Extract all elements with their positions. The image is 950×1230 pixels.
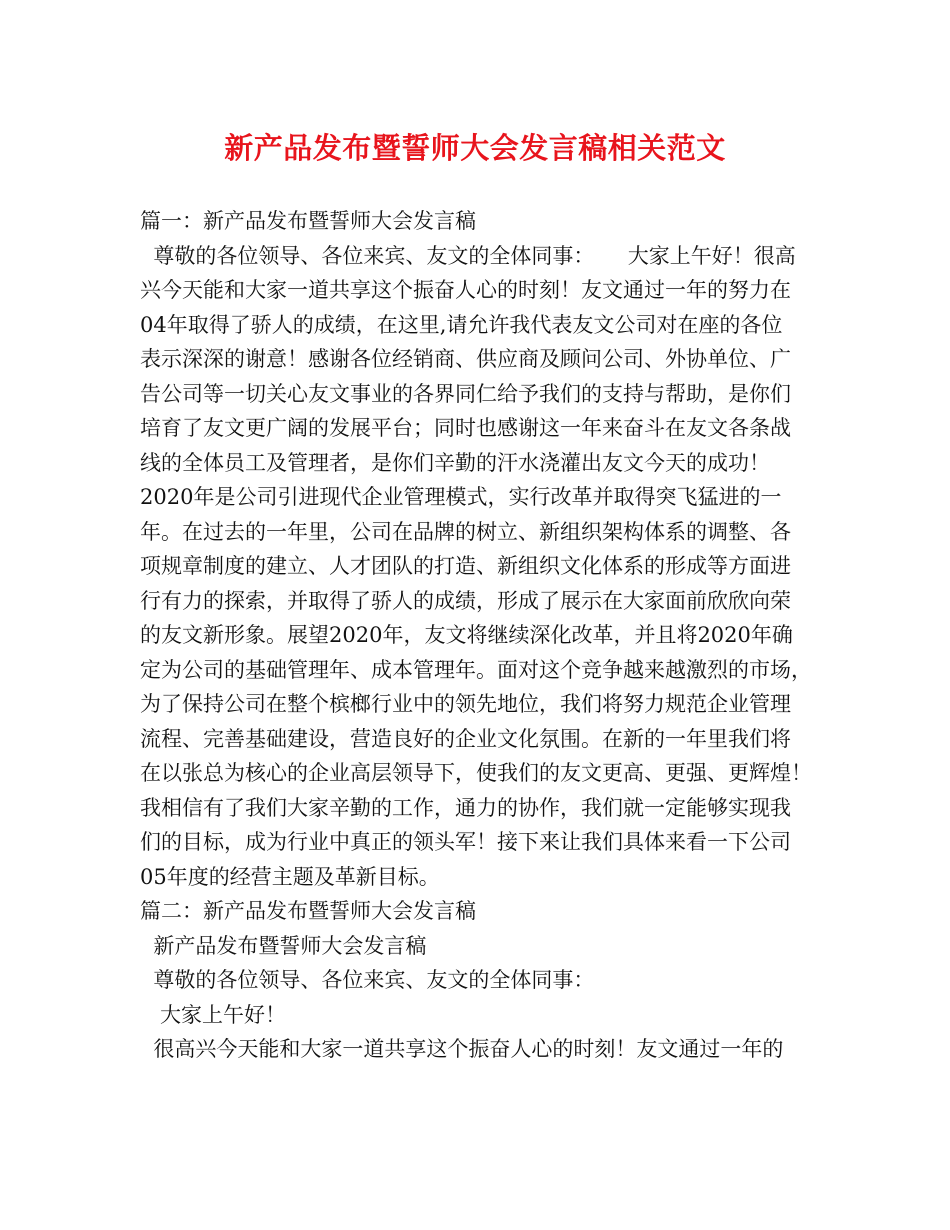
text-line: 尊敬的各位领导、各位来宾、友文的全体同事： 大家上午好！很高 [140, 243, 796, 268]
text-line: 表示深深的谢意！感谢各位经销商、供应商及顾问公司、外协单位、广 [140, 347, 791, 371]
text-line: 大家上午好！ [140, 1002, 287, 1027]
section-heading: 篇二：新产品发布暨誓师大会发言稿 [140, 899, 476, 923]
text-line: 篇一：新产品发布暨誓师大会发言稿 [140, 209, 476, 233]
text-line: 尊敬的各位领导、各位来宾、友文的全体同事： [140, 968, 595, 992]
text-line: 流程、完善基础建设，营造良好的企业文化氛围。在新的一年里我们将 [140, 726, 791, 751]
text-line: 新产品发布暨誓师大会发言稿 [140, 933, 427, 958]
text-line: 05年度的经营主题及革新目标。 [140, 864, 440, 889]
text-line: 行有力的探索，并取得了骄人的成绩，形成了展示在大家面前欣欣向荣 [140, 588, 791, 613]
text-line: 的友文新形象。展望2020年，友文将继续深化改革，并且将2020年确 [140, 623, 793, 647]
text-line: 项规章制度的建立、人才团队的打造、新组织文化体系的形成等方面进 [140, 554, 791, 578]
text-line: 培育了友文更广阔的发展平台；同时也感谢这一年来奋斗在友文各条战 [140, 416, 791, 440]
document-title: 新产品发布暨誓师大会发言稿相关范文 [224, 131, 726, 165]
text-line: 在以张总为核心的企业高层领导下，使我们的友文更高、更强、更辉煌！ [140, 761, 812, 785]
text-line: 兴今天能和大家一道共享这个振奋人心的时刻！友文通过一年的努力在 [140, 278, 791, 302]
text-line: 2020年是公司引进现代企业管理模式，实行改革并取得突飞猛进的一 [140, 485, 782, 509]
text-line: 为了保持公司在整个槟榔行业中的领先地位，我们将努力规范企业管理 [140, 692, 791, 716]
text-line: 很高兴今天能和大家一道共享这个振奋人心的时刻！友文通过一年的 [140, 1037, 784, 1061]
text-line: 定为公司的基础管理年、成本管理年。面对这个竞争越来越激烈的市场， [140, 657, 812, 682]
text-line: 线的全体员工及管理者，是你们辛勤的汗水浇灌出友文今天的成功！ [140, 450, 770, 475]
text-line: 我相信有了我们大家辛勤的工作，通力的协作，我们就一定能够实现我 [140, 795, 791, 820]
text-line: 年。在过去的一年里，公司在品牌的树立、新组织架构体系的调整、各 [140, 519, 791, 544]
document-body [140, 204, 830, 1067]
text-line: 04年取得了骄人的成绩，在这里,请允许我代表友文公司对在座的各位 [140, 312, 783, 337]
text-line: 告公司等一切关心友文事业的各界同仁给予我们的支持与帮助，是你们 [140, 381, 791, 406]
text-line: 们的目标，成为行业中真正的领头军！接下来让我们具体来看一下公司 [140, 830, 791, 854]
